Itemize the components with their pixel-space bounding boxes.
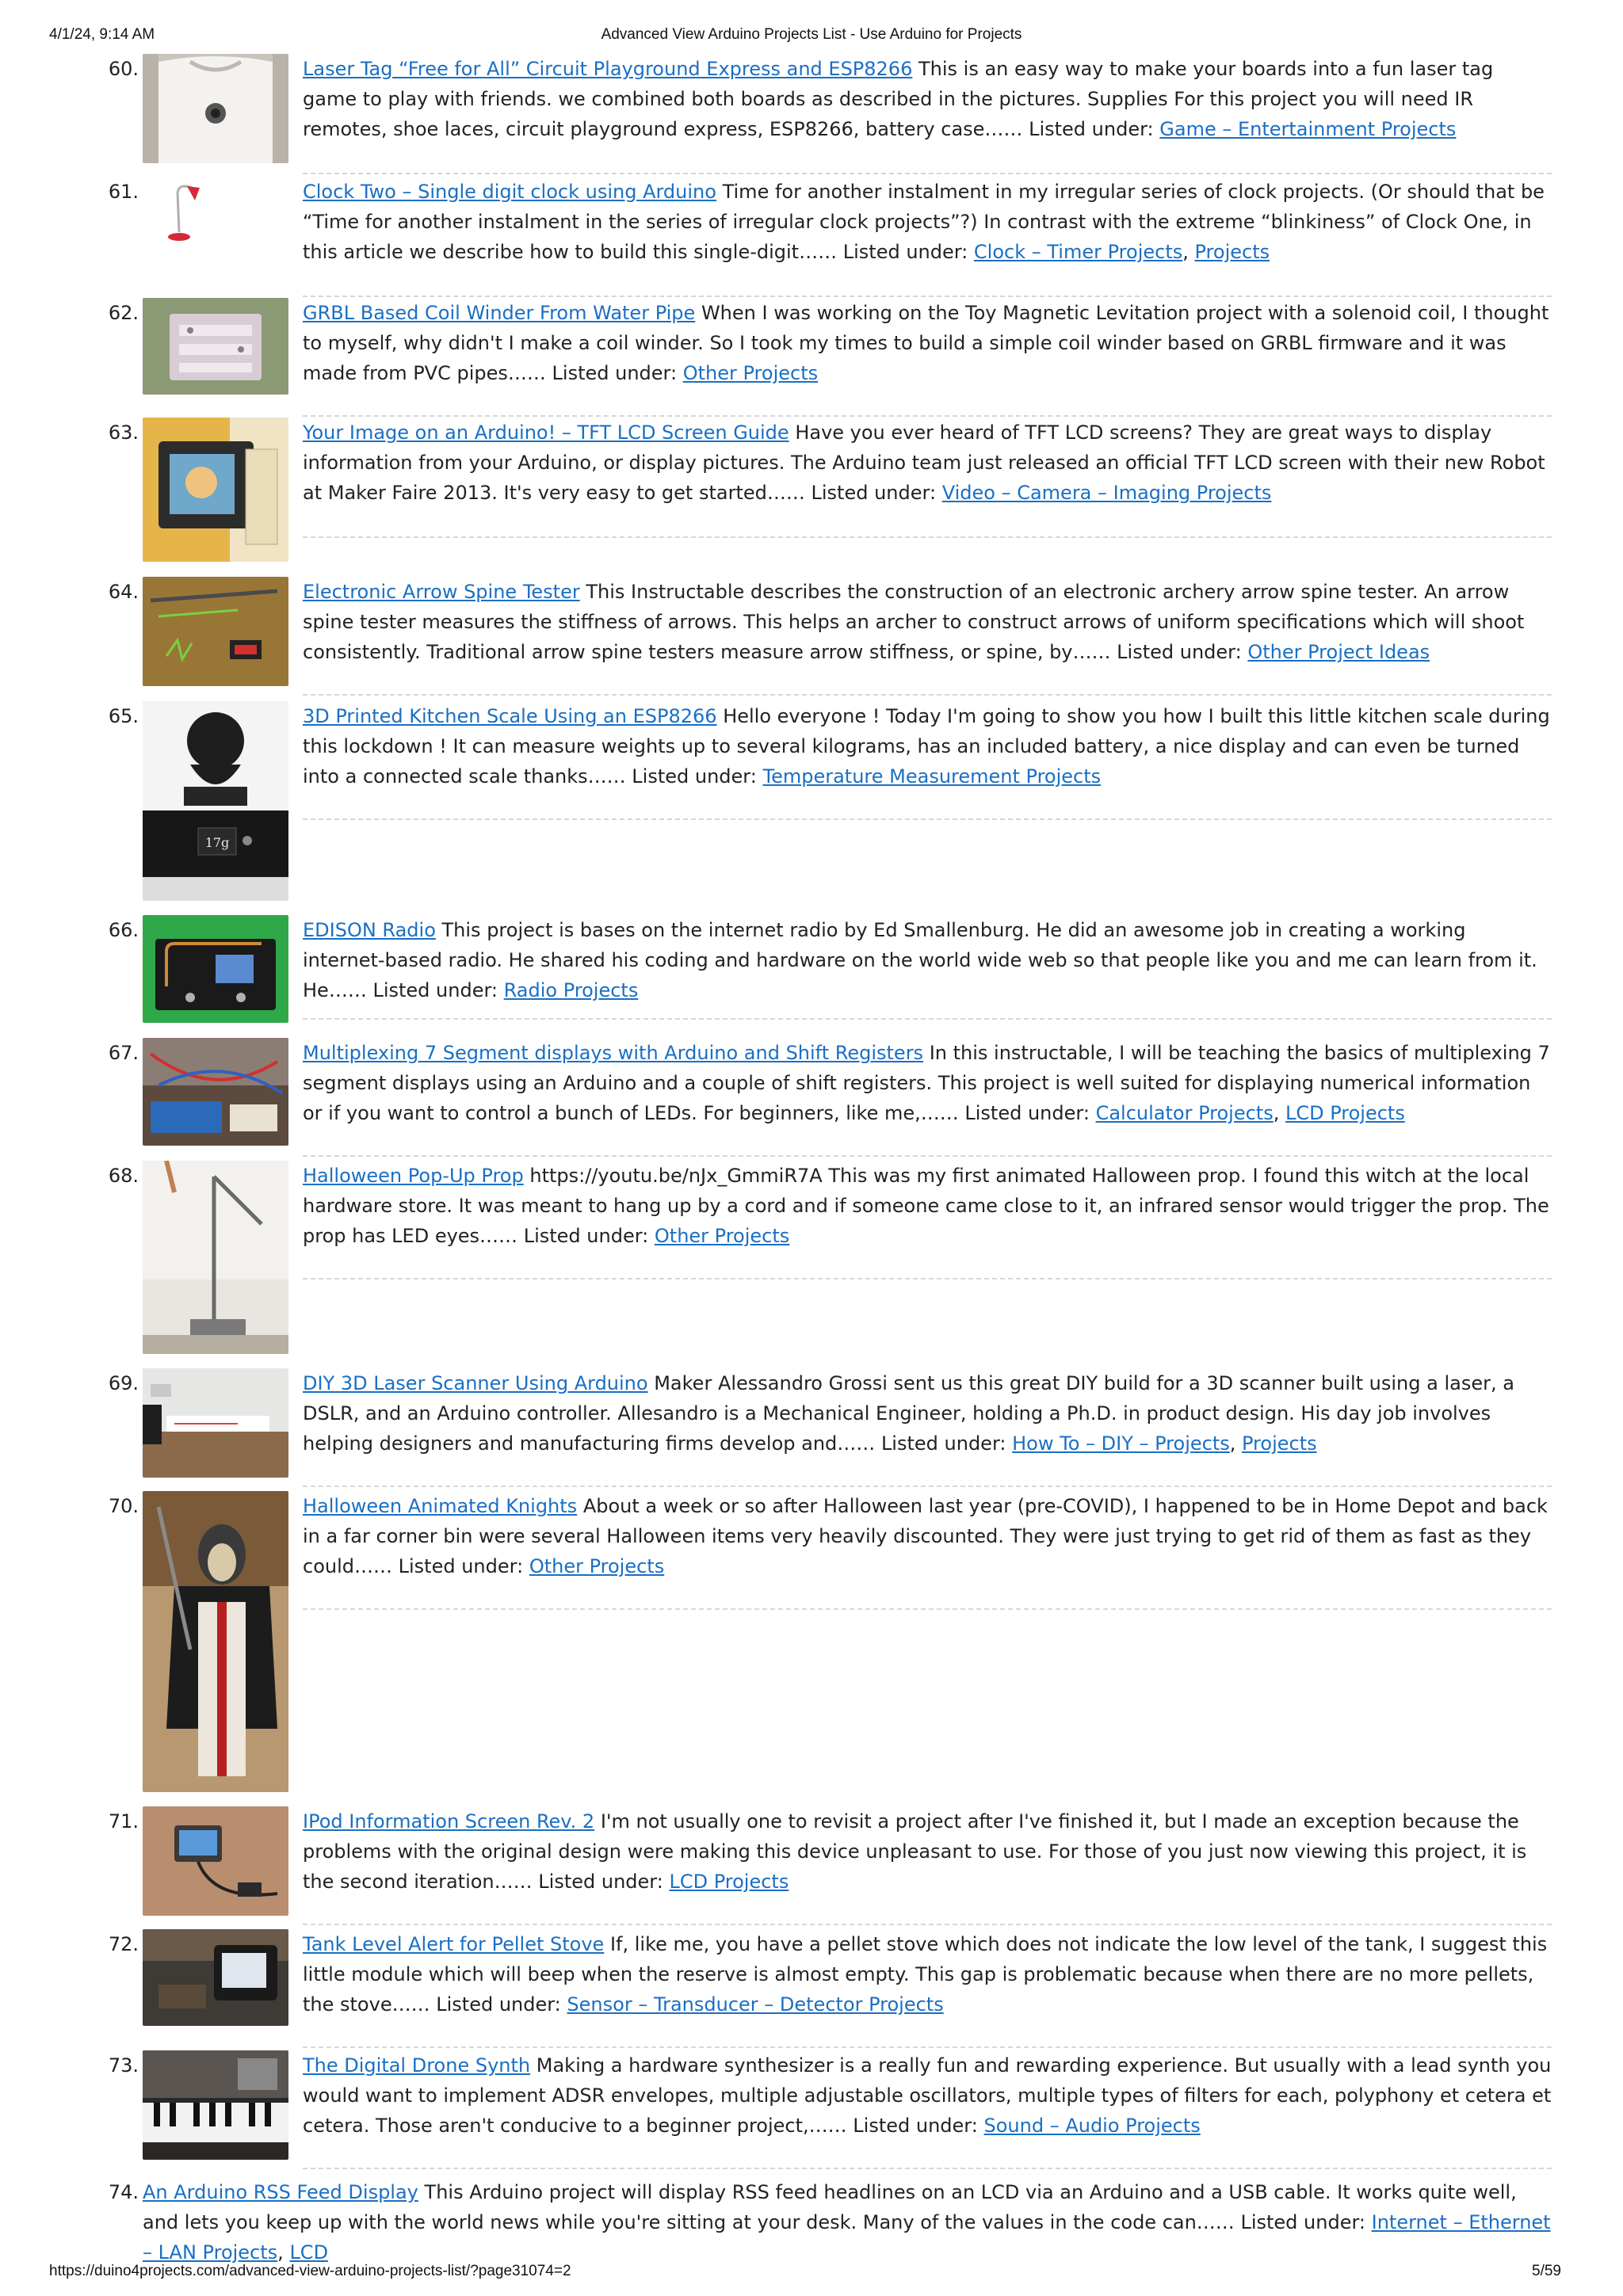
listed-under-label: Listed under: [523, 1225, 649, 1247]
project-thumbnail[interactable] [143, 1038, 288, 1146]
project-text [303, 418, 1552, 508]
listed-under-label: Listed under: [853, 2115, 978, 2137]
item-divider [303, 173, 1552, 174]
project-text [303, 1929, 1552, 2019]
listed-under-label: Listed under: [398, 1555, 524, 1577]
print-header [0, 26, 1623, 47]
category-link[interactable]: Calculator Projects [1095, 1102, 1274, 1124]
print-page-number: 5/59 [1532, 2263, 1561, 2279]
project-description: This project is bases on the internet radio by Ed Smallenburg. He did an awesome job in creating a working internet-based radio. He shared his coding and hardware on the world wide web so that people like you and me can learn from it. He…… [303, 919, 1537, 1001]
project-description: https://youtu.be/nJx_GmmiR7A This was my first animated Halloween prop. I found this witch at the local hardware store. It was meant to hang up by a cord and if someone came close to it, an infrared sensor would trigger the prop. The prop has LED eyes…… [303, 1165, 1549, 1247]
item-divider [303, 1486, 1552, 1487]
project-thumbnail[interactable] [143, 54, 288, 163]
item-number: 68. [108, 1165, 139, 1187]
print-url: https://duino4projects.com/advanced-view-arduino-projects-list/?page31074=2 [49, 2263, 571, 2279]
project-thumbnail[interactable] [143, 298, 288, 395]
item-number: 69. [108, 1372, 139, 1394]
project-title-link[interactable]: Halloween Animated Knights [303, 1495, 578, 1517]
project-title-link[interactable]: Electronic Arrow Spine Tester [303, 581, 580, 603]
listed-under-label: Listed under: [632, 765, 757, 788]
project-title-link[interactable]: The Digital Drone Synth [303, 2054, 531, 2077]
project-description: Have you ever heard of TFT LCD screens? They are great ways to display information from your Arduino, or display pictures. The Arduino team just released an official TFT LCD screen with their new Robot at Maker Faire 2013. It's very easy to get started…… [303, 421, 1545, 504]
item-divider [303, 2046, 1552, 2048]
listed-under-label: Listed under: [880, 1432, 1006, 1455]
item-number: 70. [108, 1495, 139, 1517]
project-thumbnail[interactable] [143, 1929, 288, 2026]
category-link[interactable]: How To – DIY – Projects [1012, 1432, 1230, 1455]
project-text [303, 54, 1552, 144]
print-page-title: Advanced View Arduino Projects List - Use Arduino for Projects [601, 26, 1022, 43]
category-link[interactable]: LCD Projects [669, 1871, 789, 1893]
item-number: 61. [108, 181, 139, 203]
project-text [303, 2050, 1552, 2141]
item-number: 72. [108, 1933, 139, 1955]
project-description: Maker Alessandro Grossi sent us this great DIY build for a 3D scanner built using a laser, a DSLR, and an Arduino controller. Allesandro is a Mechanical Engineer, holding a Ph.D. in product design. His day job involves helping designers and manufacturing firms develop and…… [303, 1372, 1514, 1455]
listed-under-label: Listed under: [372, 979, 498, 1001]
project-thumbnail[interactable] [143, 2050, 288, 2160]
category-link[interactable]: Sensor – Transducer – Detector Projects [567, 1993, 944, 2016]
item-number: 62. [108, 302, 139, 324]
project-text: An Arduino RSS Feed Display This Arduino project will display RSS feed headlines on an LCD via an Arduino and a USB cable. It works quite well, and lets you keep up with the world news while you're sitting at your desk. Many of the values in the code can…… Listed under: Internet – Ethernet – LAN Projects, LCD [143, 2181, 1551, 2264]
project-thumbnail[interactable] [143, 1161, 288, 1354]
project-text [303, 298, 1552, 388]
print-datetime: 4/1/24, 9:14 AM [49, 26, 155, 43]
project-thumbnail[interactable] [143, 177, 288, 256]
project-text [303, 915, 1552, 1005]
project-title-link[interactable]: An Arduino RSS Feed Display [143, 2181, 418, 2203]
category-link[interactable]: LCD Projects [1285, 1102, 1405, 1124]
item-number: 65. [108, 705, 139, 727]
project-text [303, 1806, 1552, 1897]
project-description: This Arduino project will display RSS feed headlines on an LCD via an Arduino and a USB cable. It works quite well, and lets you keep up with the world news while you're sitting at your desk. Many of the values in the code can…… [143, 2181, 1517, 2233]
project-title-link[interactable]: Tank Level Alert for Pellet Stove [303, 1933, 605, 1955]
category-link[interactable]: Radio Projects [503, 979, 639, 1001]
category-link[interactable]: Game – Entertainment Projects [1159, 118, 1457, 140]
project-thumbnail[interactable] [143, 1491, 288, 1792]
category-link[interactable]: Clock – Timer Projects [973, 241, 1183, 263]
project-description: I'm not usually one to revisit a project after I've finished it, but I made an exception because the problems with the original design were making this device unpleasant to use. For those of you just now viewing this project, it is the second iteration…… [303, 1810, 1527, 1893]
listed-under-label: Listed under: [436, 1993, 561, 2016]
project-text [303, 577, 1552, 667]
print-footer [0, 2263, 1623, 2283]
scale-reading: 17g [204, 835, 230, 850]
project-description: Hello everyone ! Today I'm going to show you how I built this little kitchen scale during this lockdown ! It can measure weights up to several kilograms, has an included battery, a nice display and can even be turned into a connected scale thanks…… [303, 705, 1550, 788]
category-link[interactable]: Internet – Ethernet – LAN Projects [143, 2211, 1551, 2264]
project-title-link[interactable]: Clock Two – Single digit clock using Arduino [303, 181, 716, 203]
item-divider [303, 415, 1552, 417]
item-divider [303, 1924, 1552, 1925]
item-number: 73. [108, 2054, 139, 2077]
listed-under-label: Listed under: [1117, 641, 1242, 663]
category-link[interactable]: Other Projects [654, 1225, 790, 1247]
listed-under-label: Listed under: [964, 1102, 1090, 1124]
item-number: 67. [108, 1042, 139, 1064]
category-link[interactable]: Other Projects [682, 362, 819, 384]
item-number: 71. [108, 1810, 139, 1833]
item-divider [303, 1018, 1552, 1020]
item-divider [303, 536, 1552, 538]
listed-under-label: Listed under: [538, 1871, 663, 1893]
project-text [303, 1161, 1552, 1251]
project-title-link[interactable]: DIY 3D Laser Scanner Using Arduino [303, 1372, 648, 1394]
project-title-link[interactable]: Your Image on an Arduino! – TFT LCD Screen Guide [303, 421, 789, 444]
listed-under-label: Listed under: [811, 482, 937, 504]
listed-under-label: Listed under: [1240, 2211, 1365, 2233]
item-number: 64. [108, 581, 139, 603]
project-description: This Instructable describes the construction of an electronic archery arrow spine tester. An arrow spine tester measures the stiffness of arrows. This helps an archer to construct arrows of uniform specifications which will shoot consistently. Traditional arrow spine testers measure arrow stiffness, or spine, by…… [303, 581, 1525, 663]
category-link[interactable]: Projects [1242, 1432, 1317, 1455]
project-title-link[interactable]: 3D Printed Kitchen Scale Using an ESP8266 [303, 705, 717, 727]
project-description: Making a hardware synthesizer is a really fun and rewarding experience. But usually with a lead synth you would want to implement ADSR envelopes, multiple adjustable oscillators, multiple types of filters for each, polyphony et cetera et cetera. Those aren't conducive to a beginner project,…… [303, 2054, 1552, 2137]
project-thumbnail[interactable] [143, 915, 288, 1023]
project-text [303, 701, 1552, 791]
category-link[interactable]: Video – Camera – Imaging Projects [941, 482, 1272, 504]
category-link[interactable]: Other Projects [529, 1555, 665, 1577]
project-description: About a week or so after Halloween last year (pre-COVID), I happened to be in Home Depot and back in a far corner bin were several Halloween items very heavily discounted. They were just trying to get rid of them as fast as they could…… [303, 1495, 1548, 1577]
project-description: If, like me, you have a pellet stove which does not indicate the low level of the tank, I suggest this little module which will beep when the reserve is almost empty. This gap is problematic because when there are no more pellets, the stove…… [303, 1933, 1548, 2016]
item-divider [303, 1155, 1552, 1157]
project-title-link[interactable]: GRBL Based Coil Winder From Water Pipe [303, 302, 696, 324]
item-number: 66. [108, 919, 139, 941]
project-thumbnail[interactable] [143, 1806, 288, 1916]
item-divider [303, 694, 1552, 696]
project-title-link[interactable]: IPod Information Screen Rev. 2 [303, 1810, 595, 1833]
project-title-link[interactable]: Multiplexing 7 Segment displays with Arduino and Shift Registers [303, 1042, 924, 1064]
item-divider [303, 818, 1552, 820]
project-title-link[interactable]: Laser Tag “Free for All” Circuit Playground Express and ESP8266 [303, 58, 913, 80]
item-number: 63. [108, 421, 139, 444]
project-thumbnail[interactable] [143, 1368, 288, 1478]
project-text [303, 1491, 1552, 1581]
project-description: This is an easy way to make your boards into a fun laser tag game to play with friends. we combined both boards as described in the pictures. Supplies For this project you will need IR remotes, shoe laces, circuit playground express, ESP8266, battery case…… [303, 58, 1494, 140]
category-link[interactable]: Projects [1194, 241, 1270, 263]
project-thumbnail[interactable] [143, 577, 288, 686]
item-number: 74. [108, 2181, 139, 2203]
category-link[interactable]: LCD [289, 2241, 329, 2264]
project-text: Multiplexing 7 Segment displays with Arduino and Shift Registers In this instructable, I will be teaching the basics of multiplexing 7 segment displays using an Arduino and a couple of shift registers. This project is well suited for displaying numerical information or if you want to control a bunch of LEDs. For beginners, like me,…… Listed under: Calculator Projects, LCD Projects [303, 1042, 1550, 1124]
listed-under-label: Listed under: [552, 362, 678, 384]
listed-under-label: Listed under: [842, 241, 968, 263]
listed-under-label: Listed under: [1029, 118, 1154, 140]
item-divider [303, 296, 1552, 297]
project-description: Time for another instalment in my irregular series of clock projects. (Or should that be “Time for another instalment in the series of irregular clock projects”?) In contrast with the extreme “blinkiness” of Clock One, in this article we describe how to build this single-digit…… [303, 181, 1545, 263]
project-thumbnail[interactable] [143, 701, 288, 901]
item-divider [303, 1278, 1552, 1280]
item-number: 60. [108, 58, 139, 80]
category-link[interactable]: Other Project Ideas [1247, 641, 1430, 663]
project-title-link[interactable]: Halloween Pop-Up Prop [303, 1165, 524, 1187]
project-description: In this instructable, I will be teaching the basics of multiplexing 7 segment displays using an Arduino and a couple of shift registers. This project is well suited for displaying numerical information or if you want to control a bunch of LEDs. For beginners, like me,…… [303, 1042, 1550, 1124]
project-title-link[interactable]: EDISON Radio [303, 919, 436, 941]
category-link[interactable]: Sound – Audio Projects [983, 2115, 1201, 2137]
project-text: Clock Two – Single digit clock using Arduino Time for another instalment in my irregular series of clock projects. (Or should that be “Time for another instalment in the series of irregular clock projects”?) In contrast with the extreme “blinkiness” of Clock One, in this article we describe how to build this single-digit…… Listed under: Clock – Timer Projects, Projects [303, 181, 1545, 263]
category-link[interactable]: Temperature Measurement Projects [762, 765, 1102, 788]
item-divider [303, 2168, 1552, 2169]
project-description: When I was working on the Toy Magnetic Levitation project with a solenoid coil, I thought to myself, why didn't I make a coil winder. So I took my times to build a simple coil winder based on GRBL firmware and it was made from PVC pipes…… [303, 302, 1549, 384]
project-thumbnail[interactable] [143, 418, 288, 562]
item-divider [303, 1608, 1552, 1610]
project-text: DIY 3D Laser Scanner Using Arduino Maker Alessandro Grossi sent us this great DIY build for a 3D scanner built using a laser, a DSLR, and an Arduino controller. Allesandro is a Mechanical Engineer, holding a Ph.D. in product design. His day job involves helping designers and manufacturing firms develop and…… Listed under: How To – DIY – Projects, Projects [303, 1372, 1514, 1455]
